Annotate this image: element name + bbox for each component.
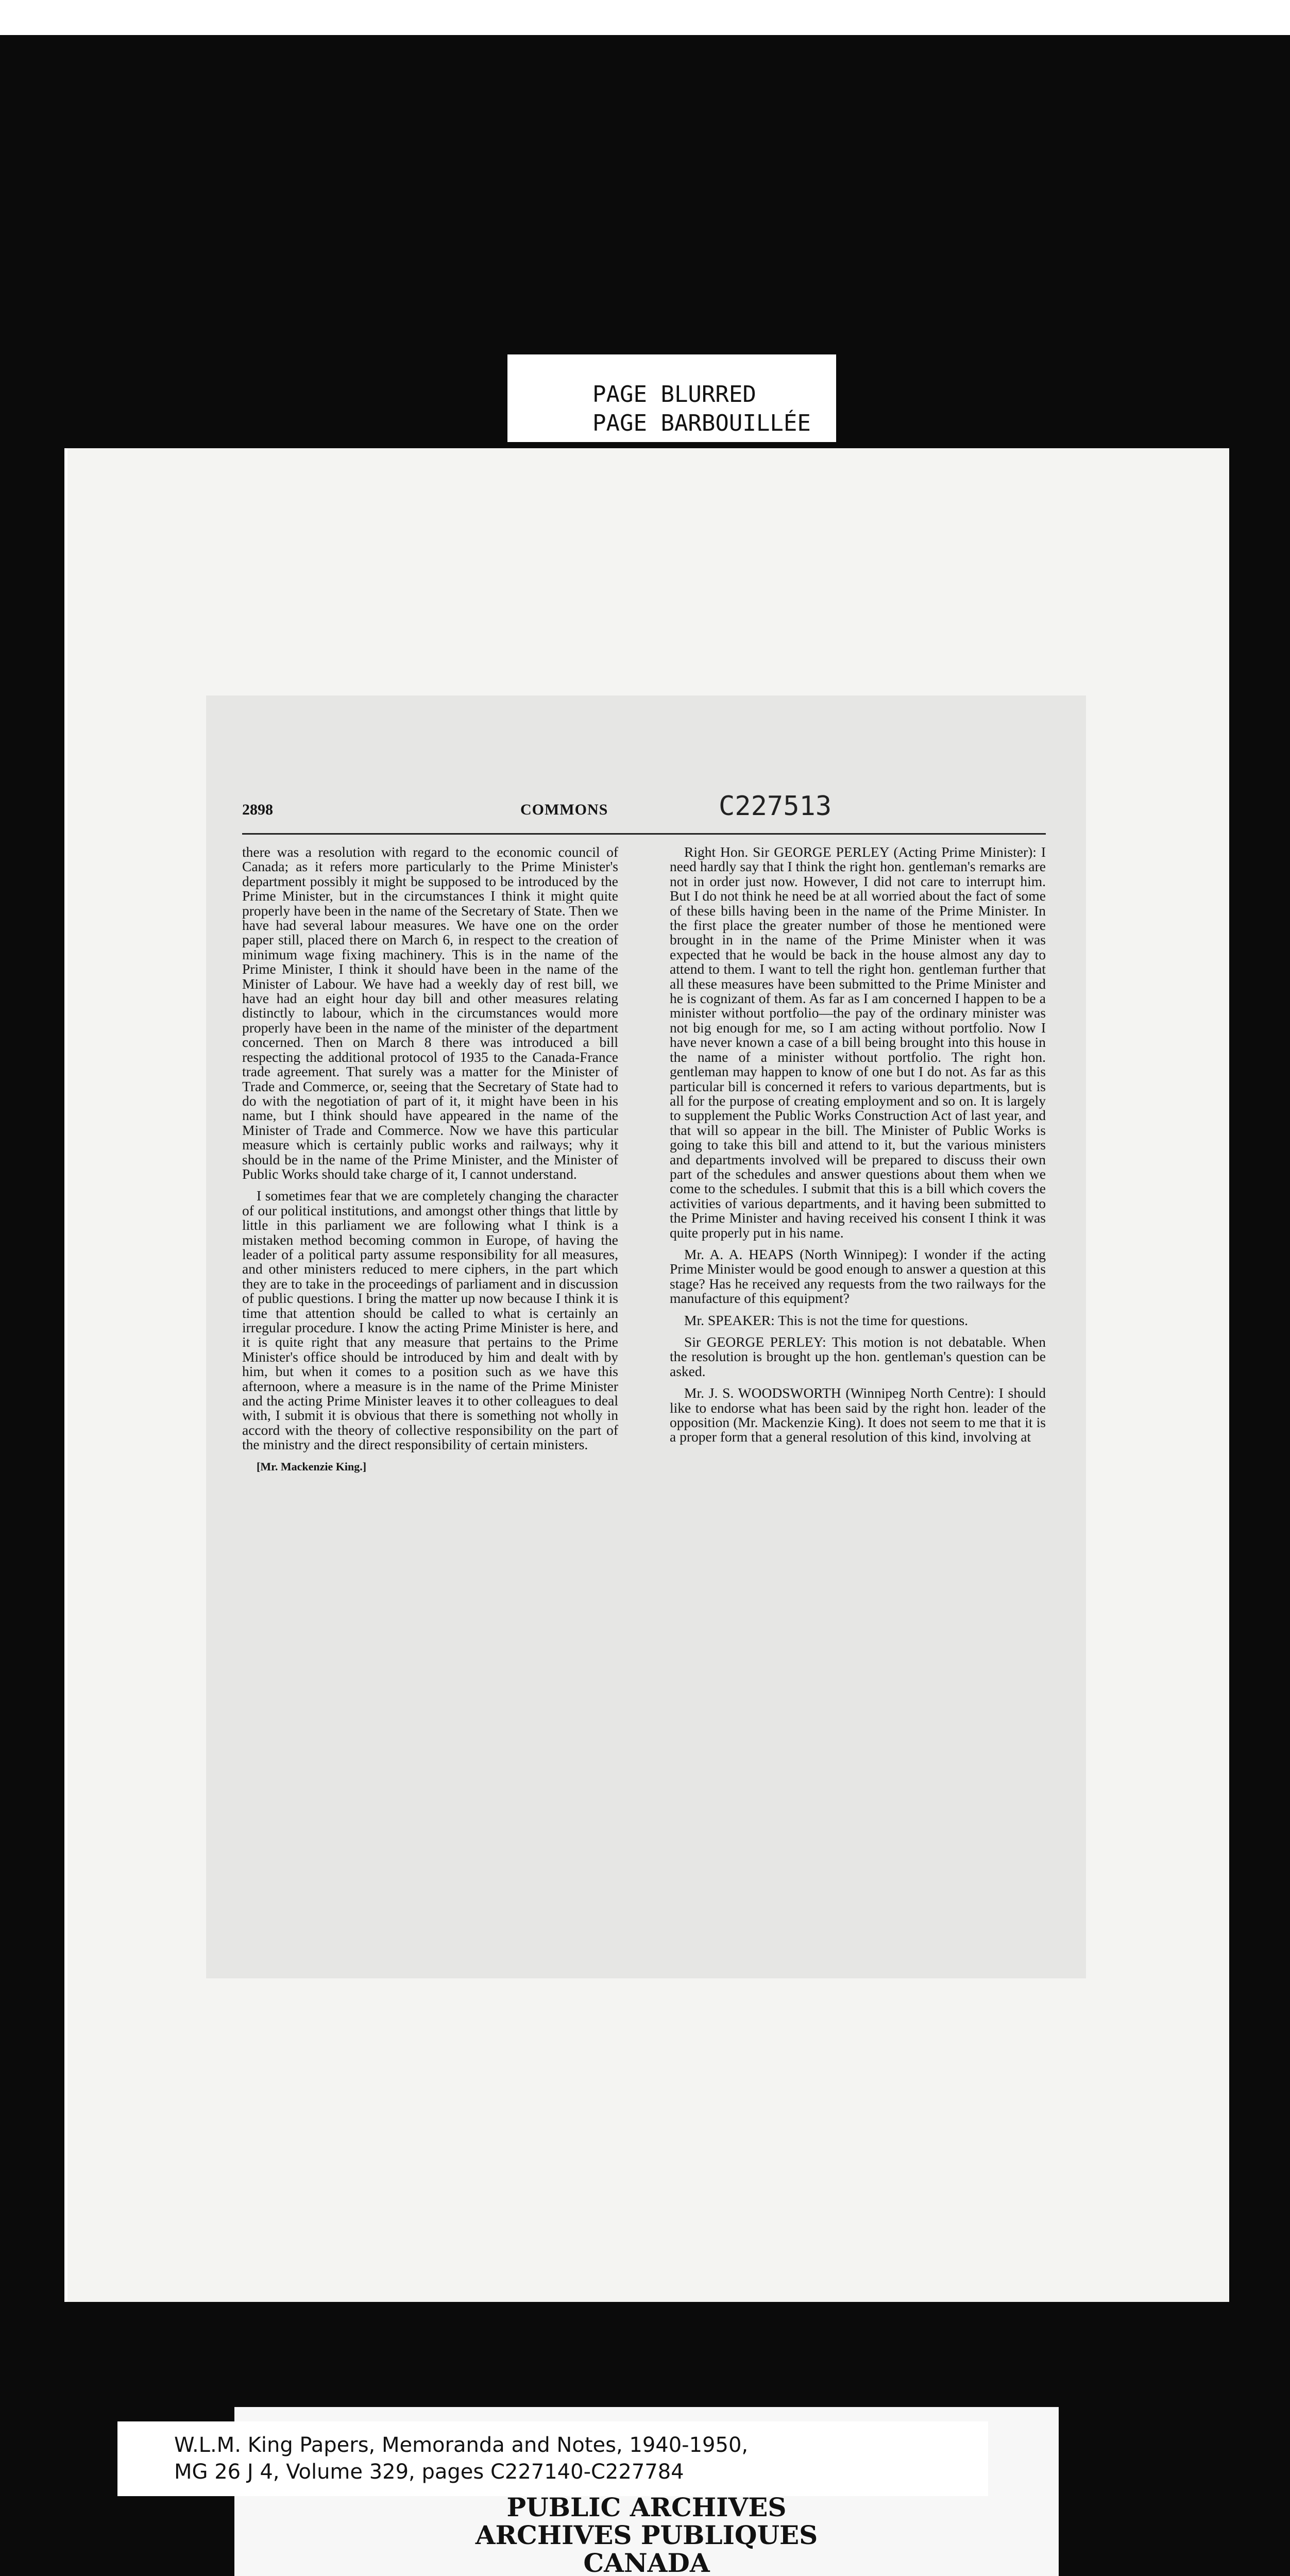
archive-stamp: C227513 [719, 791, 832, 822]
speaker-attribution: [Mr. Mackenzie King.] [257, 1460, 367, 1473]
archives-name [234, 2494, 1059, 2576]
blur-notice-english: PAGE BLURRED [592, 381, 756, 408]
citation-line-2: MG 26 J 4, Volume 329, pages C227140-C227784 [174, 2460, 684, 2484]
paragraph: I sometimes fear that we are completely changing the character of our political institutions, and amongst other things that little by little in this parliament we are following what I think is a mistaken method becoming common in Europe, of having the leader of a political party assume responsibility for all measures, and other ministers reduced to mere ciphers, in the part which they are to take in the proceedings of parliament and in discussion of public questions. I bring the matter up now because I think it is time that attention should be called to what is certainly an irregular procedure. I know the acting Prime Minister is here, and it is quite right that any measure that pertains to the Prime Minister's office should be introduced by him and dealt with by him, but when it comes to a position such as we have this afternoon, where a measure is in the name of the Prime Minister and the acting Prime Minister leaves it to other colleagues to deal with, I submit it is obvious that there is something not wholly in accord with the theory of collective responsibility on the part of the ministry and the direct responsibility of certain ministers. [242, 1188, 618, 1453]
top-film-strip [0, 0, 1290, 35]
hansard-page [242, 791, 1046, 1474]
paragraph: Mr. SPEAKER: This is not the time for questions. [684, 1312, 969, 1328]
left-column [242, 845, 618, 1474]
paragraph: there was a resolution with regard to the economic council of Canada; as it refers more particularly to the Prime Minister's department possibly it might be supposed to be introduced by the Prime Minister, but in the circumstances I think it might quite properly have been in the name of the Secretary of State. Then we have had several labour measures. We have one on the order paper still, placed there on March 6, in respect to the creation of minimum wage fixing machinery. This is in the name of the Prime Minister, I think it should have been in the name of the Minister of Labour. We have had a weekly day of rest bill, we have had an eight hour day bill and other measures relating distinctly to labour, which in the circumstances would more properly have been in the name of the minister of the department concerned. Then on March 8 there was introduced a bill respecting the additional protocol of 1935 to the Canada-France trade agreement. That surely was a matter for the Minister of Trade and Commerce, or, seeing that the Secretary of State had to do with the negotiation of part of it, it might have been in his name, but I think should have appeared in the name of the Minister of Trade and Commerce. Now we have this particular measure which is certainly public works and railways; why it should be in the name of the Prime Minister, and the Minister of Public Works should take charge of it, I cannot understand. [242, 844, 618, 1182]
blur-notice-french: PAGE BARBOUILLÉE [592, 410, 811, 436]
page-number: 2898 [242, 801, 273, 818]
paragraph: Mr. J. S. WOODSWORTH (Winnipeg North Centre): I should like to endorse what has been said by the right hon. leader of the opposition (Mr. Mackenzie King). It does not seem to me that it is a proper form that a general resolution of this kind, involving at [670, 1385, 1046, 1445]
paragraph: Mr. A. A. HEAPS (North Winnipeg): I wonder if the acting Prime Minister would be good enough to answer a question at this stage? Has he received any requests from the two railways for the manufacture of this equipment? [670, 1246, 1046, 1307]
paragraph: Right Hon. Sir GEORGE PERLEY (Acting Prime Minister): I need hardly say that I think the right hon. gentleman's remarks are not in order just now. However, I did not care to interrupt him. But I do not think he need be at all worried about the fact of some of these bills having been in the name of the Prime Minister. In the first place the greater number of those he mentioned were brought in in the name of the Prime Minister when it was expected that he would be back in the house almost any day to attend to them. I want to tell the right hon. gentleman further that all these measures have been submitted to the Prime Minister and he is cognizant of them. As far as I am concerned I happen to be a minister without portfolio—the pay of the ordinary minister was not big enough for me, so I am acting without portfolio. Now I have never known a case of a bill being brought into this house in the name of a minister without portfolio. The right hon. gentleman may happen to know of one but I do not. As far as this particular bill is concerned it refers to various departments, but is all for the purpose of creating employment and so on. It is largely to supplement the Public Works Construction Act of last year, and that will so appear in the bill. The Minister of Public Works is going to take this bill and attend to it, but the various ministers and departments involved will be prepared to discuss their own part of the schedules and answer questions about them when we come to the schedules. I submit that this is a bill which covers the activities of various departments, and it having been submitted to the Prime Minister and having received his consent I think it was quite properly put in his name. [670, 844, 1046, 1241]
citation-line-1: W.L.M. King Papers, Memoranda and Notes, 1940-1950, [174, 2433, 749, 2457]
right-column [670, 845, 1046, 1474]
text-columns [242, 845, 1046, 1474]
running-head-title: COMMONS [520, 801, 608, 818]
paragraph: Sir GEORGE PERLEY: This motion is not debatable. When the resolution is brought up the hon. gentleman's question can be asked. [670, 1334, 1046, 1379]
header-rule [242, 833, 1046, 835]
scanned-page [206, 696, 1086, 1978]
archives-name-french: ARCHIVES PUBLIQUES [475, 2520, 818, 2550]
archives-country: CANADA [583, 2548, 710, 2576]
citation-box [117, 2421, 988, 2496]
archives-name-english: PUBLIC ARCHIVES [506, 2492, 787, 2522]
running-head [242, 791, 1046, 827]
page-blurred-notice [507, 354, 836, 442]
